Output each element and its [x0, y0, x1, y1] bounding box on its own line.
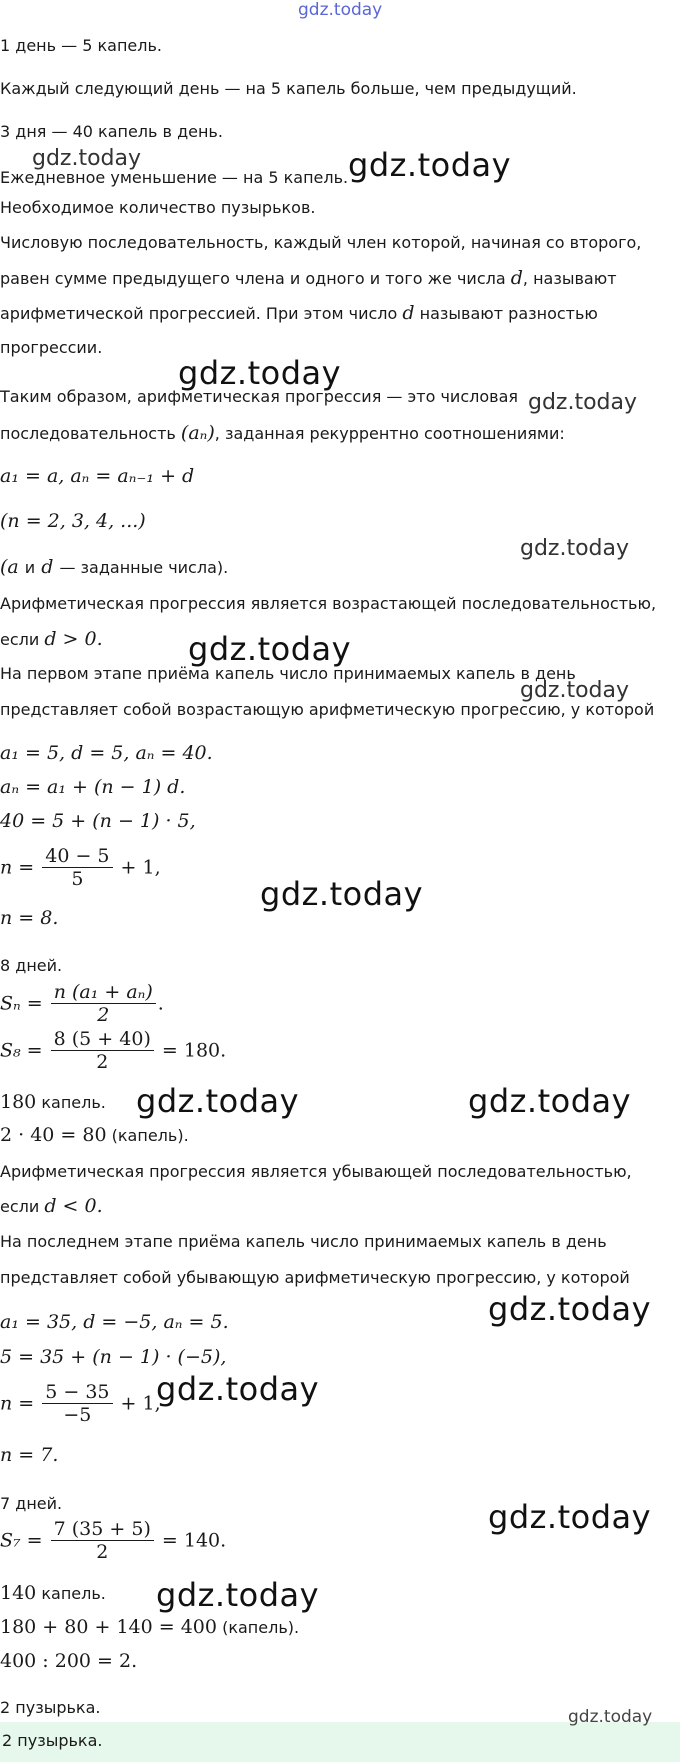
- fraction-formula: [0, 981, 164, 1026]
- watermark: gdz.today: [188, 630, 352, 668]
- text-fragment: и: [24, 558, 36, 577]
- watermark: gdz.today: [488, 1498, 652, 1536]
- watermark: gdz.today: [348, 146, 512, 184]
- text-line: 3 дня — 40 капель в день.: [0, 122, 223, 141]
- text-line: Арифметическая прогрессия является возрастающей последовательностью,: [0, 594, 657, 613]
- text-fragment: последовательность: [0, 424, 181, 443]
- text-line: 8 дней.: [0, 956, 63, 975]
- fraction-numerator: 8 (5 + 40): [53, 1028, 151, 1050]
- text-line: На последнем этапе приёма капель число принимаемых капель в день: [0, 1232, 607, 1251]
- fraction-formula: [0, 1518, 226, 1563]
- fraction-denominator: 2: [51, 1003, 156, 1026]
- formula-line: 400 : 200 = 2.: [0, 1650, 138, 1672]
- formula-line: n = 8.: [0, 907, 59, 929]
- fraction-numerator: 5 − 35: [45, 1381, 110, 1403]
- text-fragment: (капель).: [216, 1618, 300, 1637]
- watermark: gdz.today: [488, 1290, 652, 1328]
- watermark: gdz.today: [528, 390, 638, 415]
- text-line: [0, 1617, 299, 1638]
- text-line: Каждый следующий день — на 5 капель больше, чем предыдущий.: [0, 79, 577, 98]
- text-line: Числовую последовательность, каждый член которой, начиная со второго,: [0, 233, 642, 252]
- text-line: Арифметическая прогрессия является убывающей последовательностью,: [0, 1162, 632, 1181]
- fraction: [42, 1381, 112, 1426]
- text-fragment: капель.: [36, 1093, 106, 1112]
- text-line: На первом этапе приёма капель число принимаемых капель в день: [0, 664, 576, 683]
- text-fragment: (капель).: [106, 1126, 189, 1145]
- fraction-denominator: 2: [51, 1050, 154, 1073]
- text-line: [0, 303, 598, 324]
- answer-text: 2 пузырька.: [2, 1731, 103, 1750]
- watermark: gdz.today: [156, 1370, 320, 1408]
- text-line: 1 день — 5 капель.: [0, 36, 163, 55]
- text-fragment: если: [0, 630, 45, 649]
- math-number: 180: [0, 1091, 37, 1113]
- fraction: [51, 1028, 154, 1073]
- fraction: [51, 981, 156, 1026]
- text-line: [0, 557, 228, 578]
- text-line: [0, 1583, 106, 1604]
- text-line: Ежедневное уменьшение — на 5 капель.: [0, 168, 349, 187]
- text-line: Необходимое количество пузырьков.: [0, 198, 316, 217]
- math-var: d: [402, 302, 415, 324]
- fraction-formula: [0, 1381, 161, 1426]
- text-line: Таким образом, арифметическая прогрессия — это числовая: [0, 387, 518, 406]
- text-line: [0, 268, 617, 289]
- text-fragment: , называют: [522, 269, 617, 288]
- formula-suffix: + 1,: [114, 1392, 161, 1415]
- text-line: [0, 1196, 103, 1217]
- text-fragment: капель.: [36, 1584, 106, 1603]
- text-line: 2 пузырька.: [0, 1698, 101, 1717]
- text-fragment: — заданные числа).: [59, 558, 229, 577]
- fraction: [51, 1518, 154, 1563]
- formula-line: a₁ = 35, d = −5, aₙ = 5.: [0, 1311, 229, 1333]
- watermark: gdz.today: [260, 875, 424, 913]
- watermark: gdz.today: [520, 536, 630, 561]
- fraction-formula: [0, 845, 161, 890]
- math-var: d: [35, 556, 60, 578]
- math-expr: 180 + 80 + 140 = 400: [0, 1616, 217, 1638]
- math-expr: (a: [0, 556, 25, 578]
- math-expr: 2 · 40 = 80: [0, 1124, 107, 1146]
- text-line: [0, 1125, 189, 1146]
- watermark: gdz.today: [156, 1576, 320, 1614]
- watermark: gdz.today: [468, 1082, 632, 1120]
- formula-suffix: + 1,: [114, 856, 161, 879]
- text-fragment: если: [0, 1197, 45, 1216]
- text-fragment: , заданная рекуррентно соотношениями:: [214, 424, 565, 443]
- fraction-formula: [0, 1028, 226, 1073]
- formula-line: a₁ = a, aₙ = aₙ₋₁ + d: [0, 465, 195, 487]
- formula-prefix: S₈ =: [0, 1039, 49, 1062]
- formula-line: (n = 2, 3, 4, ...): [0, 510, 146, 532]
- formula-line: a₁ = 5, d = 5, aₙ = 40.: [0, 742, 213, 764]
- fraction-numerator: 7 (35 + 5): [53, 1518, 151, 1540]
- fraction-denominator: −5: [42, 1403, 112, 1426]
- formula-prefix: Sₙ =: [0, 992, 49, 1015]
- math-var: d: [510, 267, 523, 289]
- fraction-numerator: n (a₁ + aₙ): [53, 981, 153, 1003]
- formula-line: n = 7.: [0, 1444, 59, 1466]
- fraction-denominator: 2: [51, 1540, 154, 1563]
- text-fragment: называют разностью: [414, 304, 598, 323]
- text-line: [0, 1092, 106, 1113]
- watermark: gdz.today: [178, 354, 342, 392]
- site-logo[interactable]: gdz.today: [298, 0, 383, 20]
- text-line: 7 дней.: [0, 1494, 63, 1513]
- math-expr: (aₙ): [180, 422, 215, 444]
- math-expr: d > 0.: [44, 628, 103, 650]
- formula-prefix: S₇ =: [0, 1529, 49, 1552]
- watermark: gdz.today: [136, 1082, 300, 1120]
- watermark: gdz.today: [568, 1707, 653, 1727]
- formula-suffix: = 140.: [155, 1529, 227, 1552]
- text-line: представляет собой возрастающую арифметическую прогрессию, у которой: [0, 700, 655, 719]
- text-line: [0, 423, 565, 444]
- text-fragment: равен сумме предыдущего члена и одного и того же числа: [0, 269, 511, 288]
- fraction: [42, 845, 112, 890]
- formula-prefix: n =: [0, 1392, 41, 1415]
- text-line: [0, 629, 103, 650]
- formula-suffix: = 180.: [155, 1039, 227, 1062]
- formula-line: 40 = 5 + (n − 1) · 5,: [0, 810, 196, 832]
- formula-line: aₙ = a₁ + (n − 1) d.: [0, 776, 186, 798]
- fraction-denominator: 5: [42, 867, 112, 890]
- math-number: 140: [0, 1582, 37, 1604]
- formula-suffix: .: [157, 992, 164, 1015]
- text-fragment: арифметической прогрессией. При этом число: [0, 304, 403, 323]
- watermark: gdz.today: [520, 678, 630, 703]
- watermark: gdz.today: [32, 146, 142, 171]
- text-line: прогрессии.: [0, 338, 103, 357]
- formula-line: 5 = 35 + (n − 1) · (−5),: [0, 1346, 227, 1368]
- math-expr: d < 0.: [44, 1195, 103, 1217]
- fraction-numerator: 40 − 5: [45, 845, 110, 867]
- formula-prefix: n =: [0, 856, 41, 879]
- text-line: представляет собой убывающую арифметическую прогрессию, у которой: [0, 1268, 630, 1287]
